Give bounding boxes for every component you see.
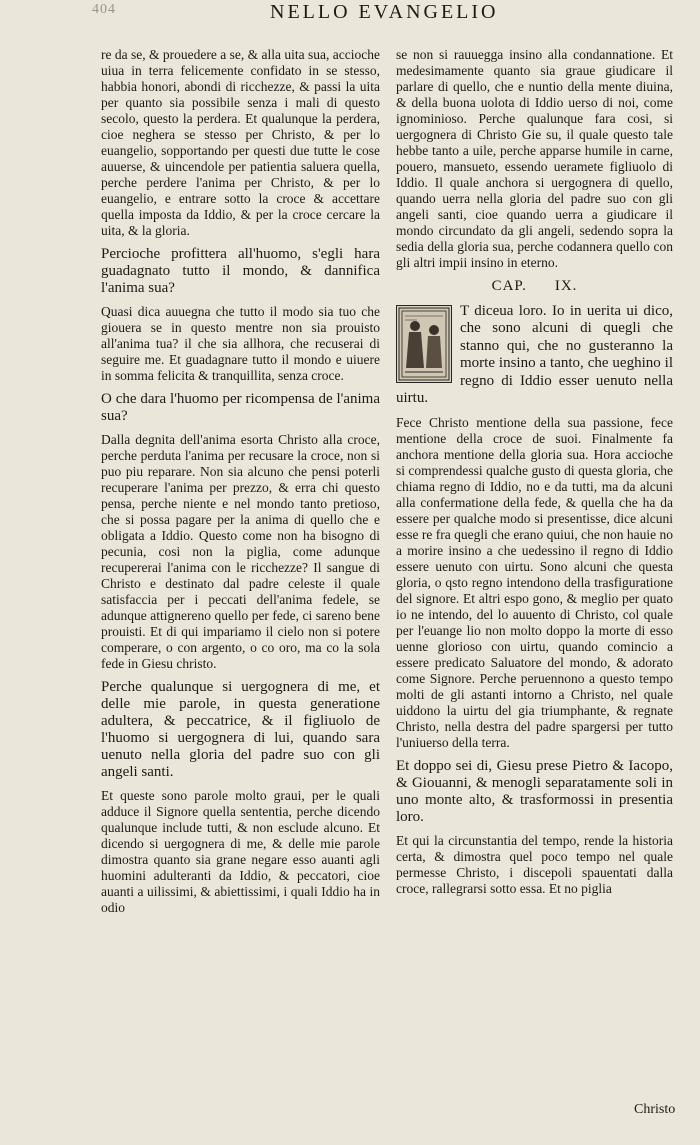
paragraph: Fece Christo mentione della sua passione, fece mentione della croce de suoi. Finalmente fa anchora mentione della gloria sua. Hora accioche si comprendessi qualche gusto di questa gloria, che chiama regno di Iddio, no e da tutti, ma da alcuni alla confermatione della fede, & quella che ha da essere per qualche modo si presentisse, dice alcuni esse re fra quegli che erano quiui, che non hauie no a morire insino a che uedessino il regno di Iddio essere uenuto con uirtu. Sono alcuni che questa gloria, o qsto regno intendono della trasfiguratione del signore. Et altri espo gono, & meglio per quato io ne intendo, del lo auuento di Christo, col quale per l'euange lio non molto doppo la morte di esso uenne glorioso con uirtu, quando comincio a essere predicato Saluatore del mondo, & adorato come Signore. Perche peruennono a questo tempo molti de gli astanti intorno a Christo, nel quale uiddono la uirtu del gia triumphante, & regnate Christo, nella destra del padre spargersi per tutto l'uniuerso della terra.: [396, 414, 674, 750]
paragraph: se non si rauuegga insino alla condannatione. Et medesimamente quanto sia graue giudicare il parlare di quello, che e nuntio della mente diuina, & della buona uolota di Iddio uerso di noi, come ignominioso. Perche qualunque fara cosi, si uergognera di Christo Gie su, il quale questo tale hebbe tanto a uile, perche apparse humile in carne, pouero, mansueto, essendo ueramete figliuolo di Iddio. Il quale anchora si uergognera di quello, quando uerra nella gloria del padre suo con gli angeli santi, cioe quando uerra a giudicare il mondo circundato da gli angeli, sedendo sopra la sedia della gloria sua, perche codannera quello con gli altri impii insino in eterno.: [396, 47, 673, 270]
catchword: Christo: [634, 1102, 676, 1117]
lemma-paragraph: Percioche profittera all'huomo, s'egli hara guadagnato tutto il mondo, & dannifica l'anima sua?: [101, 246, 380, 296]
chapter-label: CAP.: [491, 278, 527, 294]
chapter-heading: [396, 278, 673, 295]
lemma-paragraph: Et doppo sei di, Giesu prese Pietro & Iacopo, & Giouanni, & menogli separatamente soli in uno monte alto, & trasformossi in presentia loro.: [396, 757, 673, 825]
right-column: [396, 47, 673, 904]
illuminated-paragraph: [396, 303, 673, 408]
chapter-number: IX.: [554, 278, 578, 294]
left-column: [101, 47, 380, 923]
paragraph: Et queste sono parole molto graui, per le quali adduce il Signore quella sententia, perche dicendo qualunque include tutti, & non esclude alcuno. Et dicendo si uergognera di me, & delle mie parole dimostra quanto sia grane negare esso auanti agli huomini adulteranti da Iddio, & peccatori, cioe auanti a uilissimi, & abiettissimi, i quali Iddio ha in odio: [101, 788, 380, 915]
initial-paragraph-text: T diceua loro. Io in uerita ui dico, che sono alcuni di quegli che stanno qui, che no gusteranno la morte insino a tanto, che ueghino il regno di Iddio esser uenuto nella uirtu.: [396, 302, 673, 406]
lemma-paragraph: Perche qualunque si uergognera di me, et delle mie parole, in questa generatione adultera, & peccatrice, & il figliuolo de l'huomo si uergognera di lui, quando sara uenuto nella gloria del padre suo con gli angeli santi.: [101, 679, 380, 780]
paragraph: Dalla degnita dell'anima esorta Christo alla croce, perche perduta l'anima per recusare la croce, non si puo piu reparare. Non sia alcuno che pensi poterli recuperare l'anima per prezzo, & erra chi questo pensa, perche niente e nel mondo tanto pretioso, che si possa pagare per la anima di quello che e obligata a Iddio. Questo come non ha bisogno di pecunia, cosi non la piglia, come adunque recupererai l'anima con le ricchezze? Il sangue di Christo e destinato dal padre celeste il quale satisfaccia per i peccati dell'anima fedele, se adunque attignereno quello per fede, ci sareno bene prouisti. Et di qui impariamo il cielo non si potere comperare, o con argento, o co oro, ma co la sola fede in Giesu christo.: [101, 432, 380, 671]
paragraph: Quasi dica auuegna che tutto il modo sia tuo che giouera se in questo mentre non sia prouisto all'anima tua? il che sia allhora, che recuserai di seguire me. Et guadagnare tutto il mondo e uiuere in somma felicita & tranquillita, senza croce.: [101, 304, 380, 383]
page-number: 404: [92, 2, 116, 17]
running-header: NELLO EVANGELIO: [270, 1, 499, 23]
lemma-paragraph: O che dara l'huomo per ricompensa de l'anima sua?: [101, 391, 380, 424]
woodcut-initial-icon: [396, 305, 452, 383]
paragraph: re da se, & prouedere a se, & alla uita sua, accioche uiua in terra felicemente confidato in se stesso, habbia honori, abondi di ricchezze, & passi la uita per quanto sia possibile senza i mali di questo secolo, questo la perdera. Et qualunque la perdera, cioe neghera se stesso per Christo, & per lo euangelio, sopportando per questi due tutte le cose auuerse, & uincendole per patientia saluera quella, perche perdere l'anima per Christo, & per lo euangelio, e entrare sotto la croce & accettare quella imposta da Iddio, & per la croce cercare la uita, & la gloria.: [101, 47, 380, 238]
paragraph: Et qui la circunstantia del tempo, rende la historia certa, & dimostra quel poco tempo nel quale permesse Christo, i discepoli spauentati dalla croce, rallegrarsi sotto essa. Et no piglia: [396, 832, 673, 896]
